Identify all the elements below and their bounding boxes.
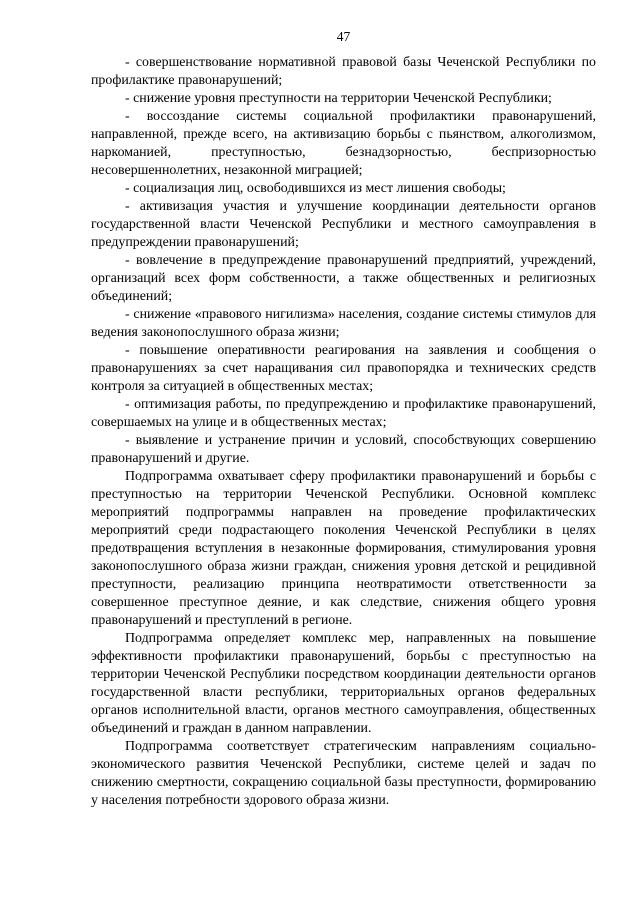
paragraph-strategy: Подпрограмма соответствует стратегическим направлениям социально-экономического развития Чеченской Республики, системе целей и задач по снижению смертности, сокращению социальной базы преступности, формированию у населения потребности здорового образа жизни.: [91, 739, 596, 808]
bullet-item-causes: - выявление и устранение причин и условий, способствующих совершению правонарушений и другие.: [91, 433, 596, 466]
bullet-item-socialization: - социализация лиц, освободившихся из мест лишения свободы;: [125, 181, 506, 196]
bullet-item-legal-nihilism: - снижение «правового нигилизма» населения, создание системы стимулов для ведения законопослушного образа жизни;: [91, 307, 596, 340]
page-number: 47: [336, 29, 351, 44]
bullet-item-crime-reduction: - снижение уровня преступности на территории Чеченской Республики;: [125, 91, 552, 106]
bullet-item-optimization: - оптимизация работы, по предупреждению и профилактике правонарушений, совершаемых на улице и в общественных местах;: [91, 397, 596, 430]
bullet-item-involvement: - вовлечение в предупреждение правонарушений предприятий, учреждений, организаций всех форм собственности, а также общественных и религиозных объединений;: [91, 253, 596, 304]
bullet-item-responsiveness: - повышение оперативности реагирования на заявления и сообщения о правонарушениях за счет наращивания сил правопорядка и технических средств контроля за ситуацией в общественных местах;: [91, 343, 596, 394]
bullet-item-coordination: - активизация участия и улучшение координации деятельности органов государственной власти Чеченской Республики и местного самоуправления в предупреждении правонарушений;: [91, 199, 596, 250]
paragraph-measures: Подпрограмма определяет комплекс мер, направленных на повышение эффективности профилактики правонарушений, борьбы с преступностью на территории Чеченской Республики посредством координации деятельности органов государственной власти республики, территориальных органов федеральных органов исполнительной власти, органов местного самоуправления, общественных объединений и граждан в данном направлении.: [91, 631, 596, 736]
document-page: [91, 29, 596, 810]
bullet-item-social-prevention: - воссоздание системы социальной профилактики правонарушений, направленной, прежде всего, на активизацию борьбы с пьянством, алкоголизмом, наркоманией, преступностью, безнадзорностью, беспризорностью несовершеннолетних, незаконной миграцией;: [91, 109, 596, 178]
bullet-item-legal-framework: - совершенствование нормативной правовой базы Чеченской Республики по профилактике правонарушений;: [91, 55, 596, 88]
paragraph-scope: Подпрограмма охватывает сферу профилактики правонарушений и борьбы с преступностью на территории Чеченской Республики. Основной комплекс мероприятий подпрограммы направлен на проведение профилактических мероприятий среди подрастающего поколения Чеченской Республики в целях предотвращения вступления в незаконные формирования, стимулирования уровня законопослушного образа жизни граждан, снижения уровня детской и рецидивной преступности, реализацию принципа неотвратимости ответственности за совершенное преступное деяние, и как следствие, снижения общего уровня правонарушений и преступлений в регионе.: [91, 469, 596, 628]
